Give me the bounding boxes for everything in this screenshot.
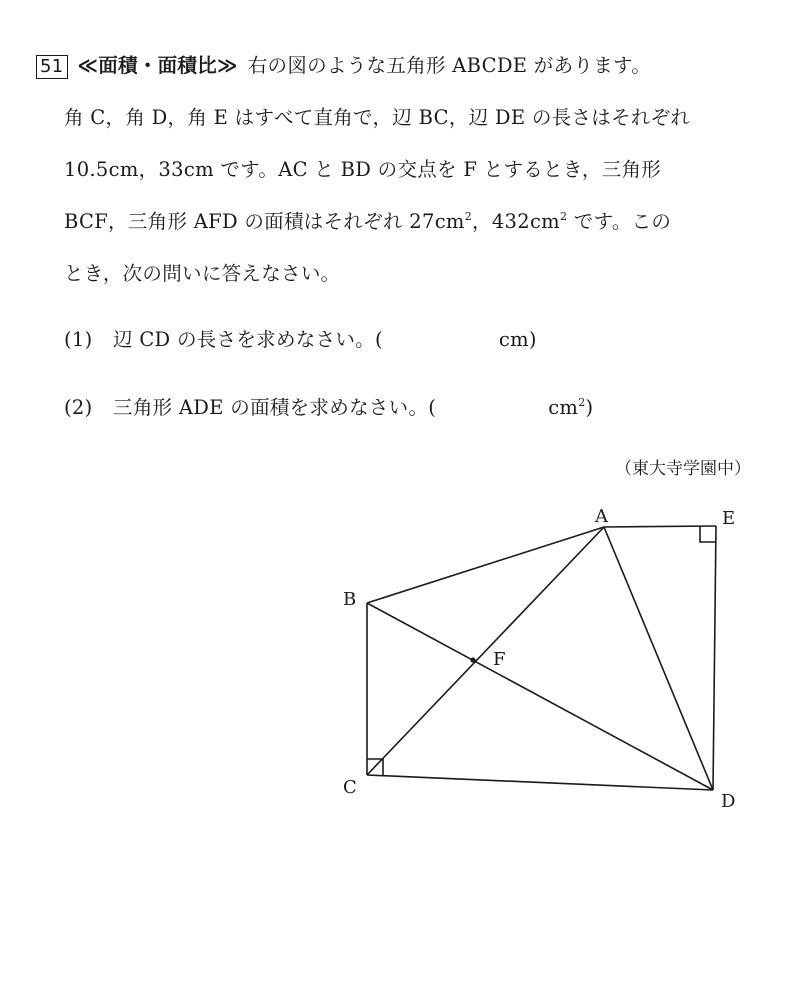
edge-ED xyxy=(713,526,716,790)
problem-line-4b: ，432cm xyxy=(472,210,560,233)
question-2-number: (2) xyxy=(64,396,93,419)
superscript-2: 2 xyxy=(559,210,568,223)
vertex-label-F: F xyxy=(493,649,506,670)
vertex-label-A: A xyxy=(595,506,608,527)
source-citation: （東大寺学園中） xyxy=(615,459,751,479)
question-1-unit: cm) xyxy=(498,328,537,351)
right-angle-mark-E xyxy=(700,526,716,542)
problem-line-4c: です。この xyxy=(567,210,672,233)
problem-topic: ≪面積・面積比≫ xyxy=(77,54,238,77)
problem-line-2: 角 C，角 D，角 E はすべて直角で，辺 BC，辺 DE の長さはそれぞれ xyxy=(64,106,691,129)
problem-line-4a: BCF，三角形 AFD の面積はそれぞれ 27cm xyxy=(64,210,465,233)
question-1-text: 辺 CD の長さを求めなさい。( xyxy=(113,328,383,351)
diagonal-AD xyxy=(604,527,713,790)
edge-DC xyxy=(367,775,713,790)
vertex-label-E: E xyxy=(722,508,736,529)
question-2-unit: cm xyxy=(548,396,579,419)
superscript-2: 2 xyxy=(578,396,586,409)
vertex-label-B: B xyxy=(343,589,357,610)
figure-lines xyxy=(367,526,716,790)
question-2-close: ) xyxy=(585,396,594,419)
vertex-label-C: C xyxy=(343,777,357,798)
problem-number: 51 xyxy=(36,55,68,79)
problem-line-1: 右の図のような五角形 ABCDE があります。 xyxy=(247,54,652,77)
diagonal-BD xyxy=(367,603,713,790)
problem-line-5: とき，次の問いに答えなさい。 xyxy=(64,262,341,285)
point-F-dot xyxy=(470,657,475,662)
superscript-2: 2 xyxy=(464,210,473,223)
question-1-number: (1) xyxy=(64,328,93,351)
problem-line-3: 10.5cm，33cm です。AC と BD の交点を F とするとき，三角形 xyxy=(64,158,662,181)
vertex-label-D: D xyxy=(721,791,736,812)
question-2-text: 三角形 ADE の面積を求めなさい。( xyxy=(113,396,437,419)
